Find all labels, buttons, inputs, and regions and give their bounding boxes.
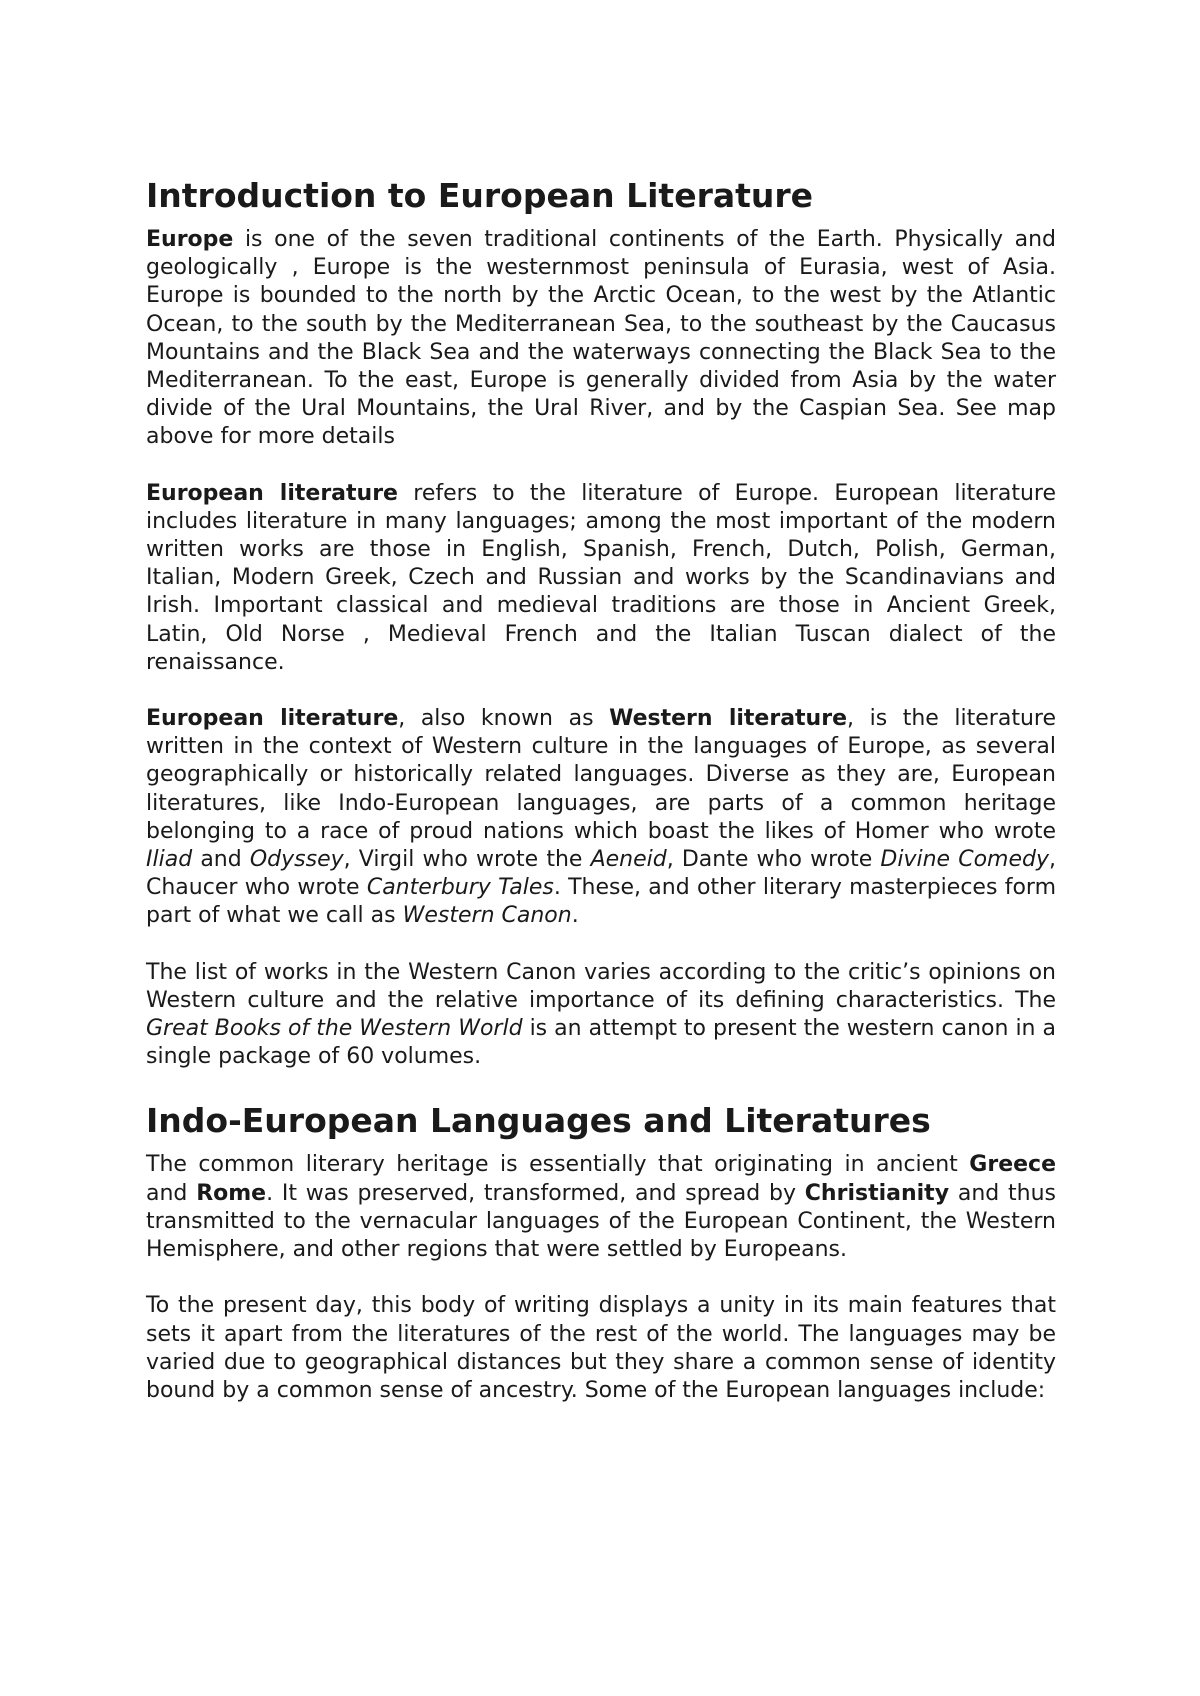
italic-title: Western Canon <box>402 903 572 929</box>
bold-term: Europe <box>146 227 234 252</box>
paragraph-western-canon <box>146 959 1056 1072</box>
bold-term: Rome <box>196 1180 267 1206</box>
italic-title: Odyssey <box>249 847 344 873</box>
paragraph-present-day <box>146 1292 1056 1405</box>
bold-term: European literature <box>146 706 399 732</box>
text-run: is one of the seven traditional continents of the Earth. Physically and geologically , Europe is the westernmost peninsula of Eurasia, west of Asia. Europe is bounded to the north by the Arctic Ocean, to the west by the Atlantic Ocean, to the south by the Mediterranean Sea, to the southeast by the Caucasus Mountains and the Black Sea and the waterways connecting the Black Sea to the Mediterranean. To the east, Europe is generally divided from Asia by the water divide of the Ural Mountains, the Ural River, and by the Caspian Sea. See map above for more details <box>146 227 1056 450</box>
paragraph-european-literature <box>146 480 1056 677</box>
heading-introduction: Introduction to European Literature <box>146 176 814 215</box>
text-run: . It was preserved, transformed, and spread by <box>266 1180 805 1206</box>
heading-indo-european: Indo-European Languages and Literatures <box>146 1101 931 1141</box>
text-run: The common literary heritage is essentially that originating in ancient <box>146 1152 970 1178</box>
text-run: The list of works in the Western Canon varies according to the critic’s opinions on Western culture and the relative importance of its defining characteristics. The <box>146 959 1056 1013</box>
paragraph-western-literature <box>146 705 1056 931</box>
bold-term: European literature <box>146 480 398 506</box>
bold-term: Western literature <box>609 706 847 732</box>
bold-term: Christianity <box>804 1180 950 1206</box>
text-run: and <box>192 847 250 873</box>
text-run: is an attempt to present the western canon in a single package of 60 volumes. <box>146 1016 1056 1070</box>
document-page <box>146 176 1056 1433</box>
italic-title: Canterbury Tales <box>366 875 554 901</box>
italic-title: Iliad <box>146 847 193 873</box>
text-run: To the present day, this body of writing displays a unity in its main features that sets it apart from the literatures of the rest of the world. The languages may be varied due to geographical distances but they share a common sense of identity bound by a common sense of ancestry. Some of the European languages include: <box>146 1293 1056 1403</box>
italic-title: Divine Comedy <box>880 847 1049 873</box>
paragraph-common-heritage <box>146 1151 1056 1264</box>
text-run: , Chaucer who wrote <box>146 847 1056 901</box>
text-run: . These, and other literary masterpieces form part of what we call as <box>146 875 1056 929</box>
text-run: refers to the literature of Europe. European literature includes literature in many languages; among the most important of the modern written works are those in English, Spanish, French, Dutch, Polish, German, Italian, Modern Greek, Czech and Russian and works by the Scandinavians and Irish. Important classical and medieval traditions are those in Ancient Greek, Latin, Old Norse , Medieval French and the Italian Tuscan dialect of the renaissance. <box>146 480 1056 675</box>
text-run: , Dante who wrote <box>666 847 881 873</box>
text-run: . <box>571 903 579 929</box>
italic-title: Great Books of the Western World <box>146 1016 523 1042</box>
text-run: , is the literature written in the context of Western culture in the languages of Europe, as several geographically or historically related languages. Diverse as they are, European literatures, like Indo-European languages, are parts of a common heritage belonging to a race of proud nations which boast the likes of Homer who wrote <box>146 706 1057 844</box>
text-run: , also known as <box>398 706 610 732</box>
bold-term: Greece <box>969 1152 1056 1178</box>
text-run: and <box>146 1180 197 1206</box>
italic-title: Aeneid <box>590 847 667 873</box>
text-run: and thus transmitted to the vernacular languages of the European Continent, the Western Hemisphere, and other regions that were settled by Europeans. <box>146 1180 1056 1263</box>
text-run: , Virgil who wrote the <box>343 847 591 873</box>
paragraph-europe <box>146 226 1056 452</box>
